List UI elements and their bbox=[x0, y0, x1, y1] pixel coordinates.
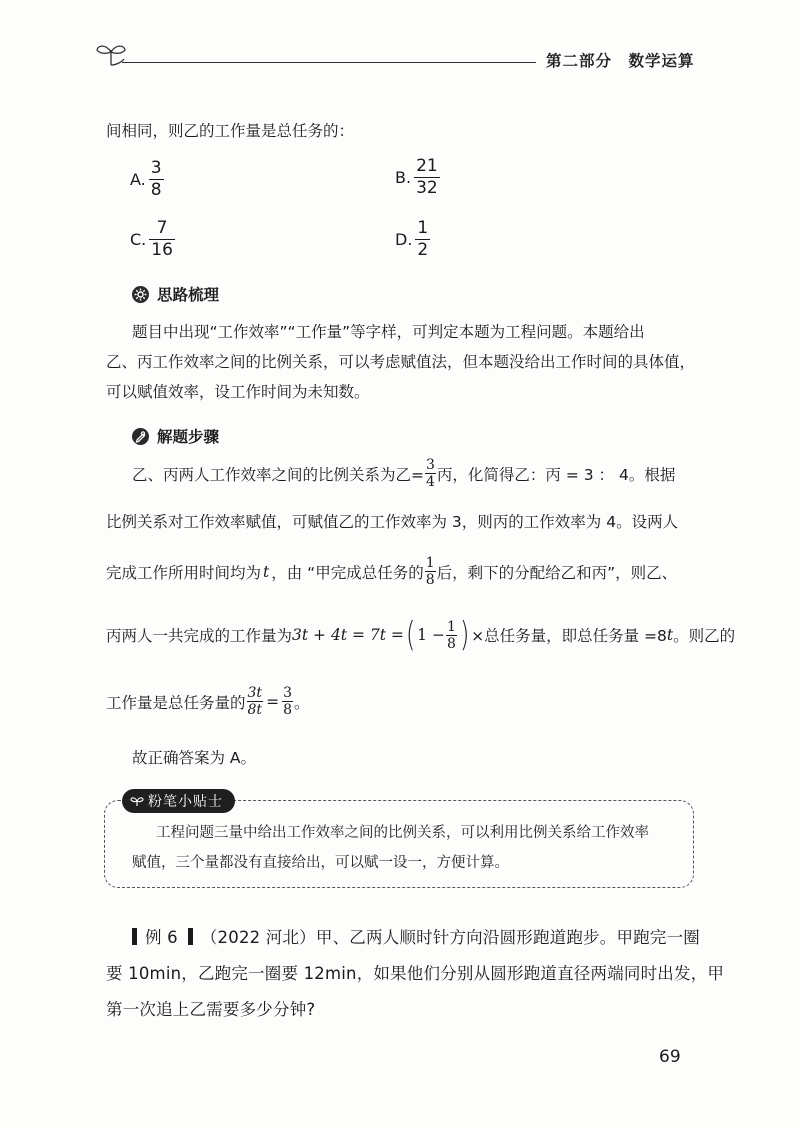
option-label: D. bbox=[395, 230, 413, 249]
solution-text: 。则乙的 bbox=[673, 627, 736, 645]
variable-t: t bbox=[666, 626, 674, 644]
analysis-line: 题目中出现“工作效率”“工作量”等字样，可判定本题为工程问题。本题给出 bbox=[132, 323, 645, 341]
option-denominator: 8 bbox=[150, 180, 162, 200]
header-rule bbox=[122, 62, 536, 63]
solution-text: 工作量是总任务量的 bbox=[106, 693, 246, 712]
equation: 1 − bbox=[417, 626, 445, 644]
option-label: B. bbox=[395, 168, 412, 187]
tag-bar bbox=[132, 928, 137, 945]
solution-line-5 bbox=[106, 686, 310, 717]
fraction-numerator: 1 bbox=[446, 618, 456, 635]
option-numerator: 21 bbox=[416, 156, 438, 176]
fraction-denominator: 8 bbox=[446, 635, 456, 652]
example-line-2: 要 10min，乙跑完一圈要 12min，如果他们分别从圆形跑道直径两端同时出发，甲 bbox=[106, 964, 725, 983]
solution-text: ，由 “甲完成总任务的 bbox=[271, 563, 424, 582]
option-numerator: 7 bbox=[156, 218, 168, 238]
option-label: C. bbox=[130, 230, 147, 249]
example-line-1 bbox=[132, 924, 700, 948]
tip-label bbox=[122, 789, 235, 813]
fraction-denominator: 8 bbox=[283, 702, 292, 718]
tip-label-text: 粉笔小贴士 bbox=[148, 794, 223, 810]
fraction-denominator: 8t bbox=[247, 702, 263, 718]
variable-t: t bbox=[263, 562, 270, 581]
equation: = bbox=[266, 692, 280, 711]
solution-line-4: 丙两人一共完成的工作量为 3t + 4t = 7t = ( 1 − $\frac{1}{8}$ ) ×总任务量，即总任务量 =8 t 。则乙的 bbox=[106, 615, 736, 655]
solution-heading-text: 解题步骤 bbox=[157, 428, 220, 446]
tag-bar bbox=[188, 928, 193, 945]
analysis-heading bbox=[132, 283, 219, 305]
fraction-denominator: 4 bbox=[426, 474, 435, 490]
solution-text: 。 bbox=[293, 693, 310, 712]
page-number: 69 bbox=[659, 1047, 681, 1067]
option-a bbox=[130, 160, 164, 199]
analysis-heading-text: 思路梳理 bbox=[157, 286, 220, 304]
question-stem: 间相同，则乙的工作量是总任务的： bbox=[106, 122, 355, 140]
conclusion: 故正确答案为 A。 bbox=[132, 749, 257, 767]
tip-line: 工程问题三量中给出工作效率之间的比例关系，可以利用比例关系给工作效率 bbox=[156, 825, 649, 841]
example-tag: 例 6 bbox=[145, 928, 178, 947]
option-denominator: 2 bbox=[417, 240, 429, 260]
tip-line: 赋值，三个量都没有直接给出，可以赋一设一，方便计算。 bbox=[132, 855, 509, 871]
fraction-numerator: 3t bbox=[247, 685, 263, 701]
solution-heading bbox=[132, 425, 219, 447]
equation: 3t + 4t = 7t = bbox=[292, 626, 404, 644]
option-c bbox=[130, 220, 175, 259]
section-title: 第二部分 数学运算 bbox=[546, 52, 695, 70]
tip-box bbox=[104, 800, 694, 888]
analysis-line: 乙、丙工作效率之间的比例关系，可以考虑赋值法，但本题没给出工作时间的具体值， bbox=[106, 353, 696, 371]
fraction-numerator: 3 bbox=[426, 457, 435, 473]
pen-icon bbox=[132, 428, 149, 445]
analysis-line: 可以赋值效率，设工作时间为未知数。 bbox=[106, 383, 370, 401]
solution-line-2: 比例关系对工作效率赋值，可赋值乙的工作效率为 3，则丙的工作效率为 4。设两人 bbox=[106, 513, 679, 531]
example-line-3: 第一次追上乙需要多少分钟? bbox=[106, 1000, 316, 1019]
solution-line-1 bbox=[132, 458, 675, 489]
option-b bbox=[395, 158, 440, 197]
solution-text: 丙，化简得乙：丙 = 3 ： 4。根据 bbox=[436, 465, 676, 484]
sprout-icon bbox=[130, 795, 144, 807]
gear-icon bbox=[132, 286, 149, 303]
solution-text: 乙、丙两人工作效率之间的比例关系为乙= bbox=[132, 465, 424, 484]
option-denominator: 32 bbox=[416, 178, 438, 198]
solution-line-3 bbox=[106, 556, 677, 587]
solution-text: 后，剩下的分配给乙和丙”，则乙、 bbox=[436, 563, 678, 582]
option-denominator: 16 bbox=[151, 240, 173, 260]
example-text: （2022 河北）甲、乙两人顺时针方向沿圆形跑道跑步。甲跑完一圈 bbox=[200, 928, 700, 947]
solution-text: 丙两人一共完成的工作量为 bbox=[106, 627, 293, 645]
fraction-numerator: 1 bbox=[425, 555, 435, 571]
option-numerator: 1 bbox=[417, 218, 429, 238]
fraction-denominator: 8 bbox=[425, 572, 435, 588]
solution-text: 完成工作所用时间均为 bbox=[106, 563, 262, 582]
solution-text: ×总任务量，即总任务量 =8 bbox=[471, 627, 667, 645]
option-d bbox=[395, 220, 430, 259]
option-numerator: 3 bbox=[150, 158, 162, 178]
fraction-numerator: 3 bbox=[283, 685, 292, 701]
option-label: A. bbox=[130, 170, 146, 189]
